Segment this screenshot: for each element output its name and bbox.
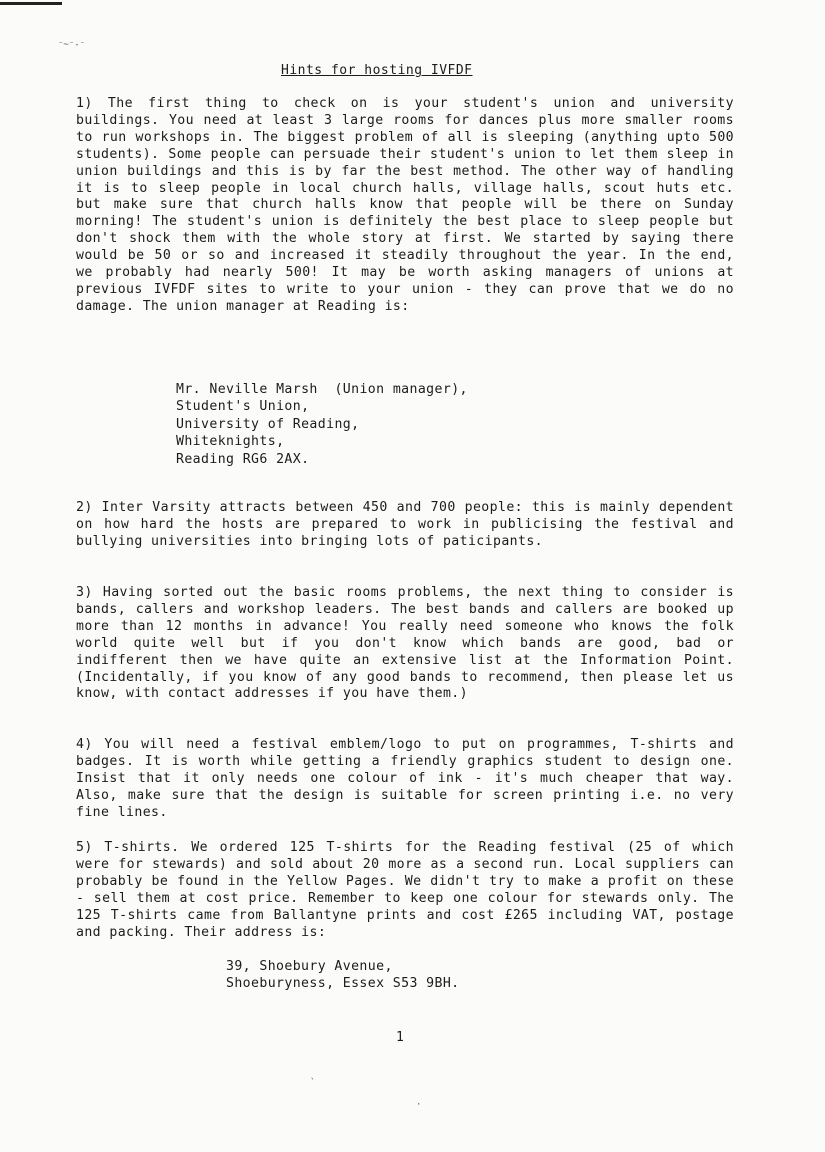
address-line: Shoeburyness, Essex S53 9BH. xyxy=(226,976,460,992)
page-number: 1 xyxy=(396,1030,404,1045)
paragraph-1: 1) The first thing to check on is your student's union and university buildings. You need at least 3 large rooms for dances plus more smaller rooms to run workshops in. The biggest problem of all is sleeping (anything upto 500 students). Some people can persuade their student's union to let them sleep in union buildings and this is by far the best method. The other way of handling it is to sleep people in local church halls, village halls, scout huts etc. but make sure that church halls know that people will be there on Sunday morning! The student's union is definitely the best place to sleep people but don't shock them with the whole story at first. We started by saying there would be 50 or so and increased it steadily throughout the year. In the end, we probably had nearly 500! It may be worth asking managers of unions at previous IVFDF sites to write to your union - they can prove that we do no damage. The union manager at Reading is: xyxy=(76,96,734,314)
union-address-block xyxy=(176,381,468,468)
address-line: Whiteknights, xyxy=(176,434,285,450)
paragraph-4: 4) You will need a festival emblem/logo to put on programmes, T-shirts and badges. It is worth while getting a friendly graphics student to design one. Insist that it only needs one colour of ink - it's much cheaper that way. Also, make sure that the design is suitable for screen printing i.e. no very fine lines. xyxy=(76,737,734,820)
scan-speck: ⁻~⁻-⁻ xyxy=(58,40,86,50)
paragraph-2: 2) Inter Varsity attracts between 450 and 700 people: this is mainly dependent on how hard the hosts are prepared to work in publicising the festival and bullying universities into bringing lots of paticipants. xyxy=(76,500,734,549)
address-line: 39, Shoebury Avenue, xyxy=(226,959,393,974)
address-line: Student's Union, xyxy=(176,399,310,415)
paragraph-5: 5) T-shirts. We ordered 125 T-shirts for the Reading festival (25 of which were for stewards) and sold about 20 more as a second run. Local suppliers can probably be found in the Yellow Pages. We didn't try to make a profit on these - sell them at cost price. Remember to keep one colour for stewards only. The 125 T-shirts came from Ballantyne prints and cost £265 including VAT, postage and packing. Their address is: xyxy=(76,840,734,940)
paragraph-3: 3) Having sorted out the basic rooms problems, the next thing to consider is bands, callers and workshop leaders. The best bands and callers are booked up more than 12 months in advance! You really need someone who knows the folk world quite well but if you don't know which bands are good, bad or indifferent then we have quite an extensive list at the Information Point. (Incidentally, if you know of any good bands to recommend, then please let us know, with contact addresses if you have them.) xyxy=(76,585,734,702)
address-line: University of Reading, xyxy=(176,416,360,432)
address-line: Reading RG6 2AX. xyxy=(176,451,310,467)
scan-mark xyxy=(0,2,62,5)
scan-speck: · xyxy=(416,1100,422,1110)
supplier-address-block xyxy=(226,958,460,993)
document-title: Hints for hosting IVFDF xyxy=(281,63,473,78)
scan-speck: ` xyxy=(310,1078,316,1088)
address-line: Mr. Neville Marsh (Union manager), xyxy=(176,382,468,397)
